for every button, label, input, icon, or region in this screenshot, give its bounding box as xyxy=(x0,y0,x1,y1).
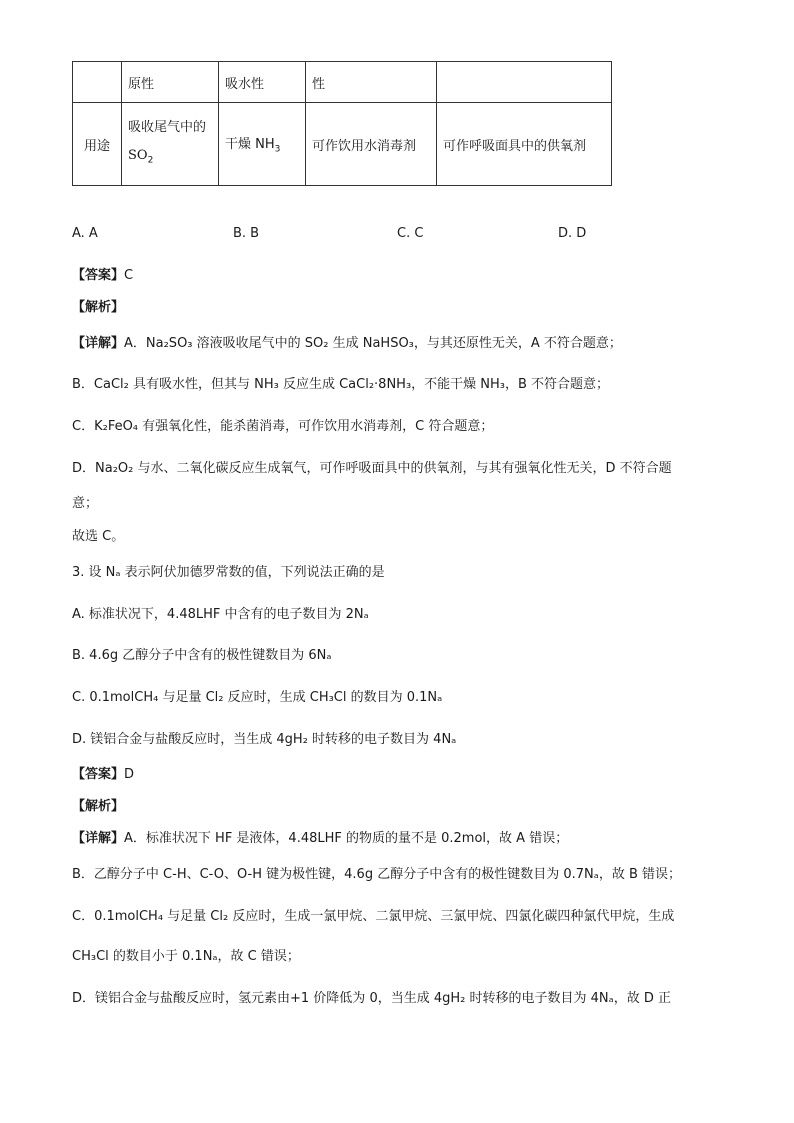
answer-line xyxy=(72,766,134,784)
detail-text: A．Na₂SO₃ 溶液吸收尾气中的 SO₂ 生成 NaHSO₃，与其还原性无关，A 不符合题意； xyxy=(124,336,622,351)
choice-c: C. 0.1molCH₄ 与足量 Cl₂ 反应时，生成 CH₃Cl 的数目为 0.1Nₐ xyxy=(72,690,443,705)
conclusion-line: 故选 C。 xyxy=(72,529,125,544)
table-cell xyxy=(219,103,306,186)
option-d: D. D xyxy=(558,226,587,241)
detail-text: A．标准状况下 HF 是液体，4.48LHF 的物质的量不是 0.2mol，故 A 错误； xyxy=(124,831,569,846)
choice-b: B. 4.6g 乙醇分子中含有的极性键数目为 6Nₐ xyxy=(72,648,332,663)
table-cell: 吸水性 xyxy=(219,62,306,103)
cell-text: 吸收尾气中的 xyxy=(128,119,207,135)
question-stem: 3. 设 Nₐ 表示阿伏加德罗常数的值，下列说法正确的是 xyxy=(72,565,385,580)
table-cell xyxy=(122,103,219,186)
detail-line: 意； xyxy=(72,496,99,511)
option-b: B. B xyxy=(233,226,260,241)
table-cell xyxy=(73,62,122,103)
table-cell xyxy=(437,62,612,103)
table-cell: 可作呼吸面具中的供氧剂 xyxy=(437,103,612,186)
table-cell: 可作饮用水消毒剂 xyxy=(306,103,437,186)
detail-line: CH₃Cl 的数目小于 0.1Nₐ，故 C 错误； xyxy=(72,949,300,964)
choice-a: A. 标准状况下，4.48LHF 中含有的电子数目为 2Nₐ xyxy=(72,607,369,622)
formula: SO xyxy=(128,147,148,163)
table-header-row xyxy=(73,62,612,103)
answer-label: 【答案】 xyxy=(72,767,125,782)
choice-d: D. 镁铝合金与盐酸反应时，当生成 4gH₂ 时转移的电子数目为 4Nₐ xyxy=(72,732,457,747)
answer-value: D xyxy=(124,767,135,782)
detail-label: 【详解】 xyxy=(72,831,125,846)
analysis-label: 【解析】 xyxy=(72,300,125,315)
properties-table xyxy=(72,61,612,186)
detail-line: D．镁铝合金与盐酸反应时，氢元素由+1 价降低为 0，当生成 4gH₂ 时转移的电子数目为 4Nₐ，故 D 正 xyxy=(72,991,671,1006)
table-cell: 原性 xyxy=(122,62,219,103)
option-a: A. A xyxy=(72,226,98,241)
answer-value: C xyxy=(124,268,134,283)
option-c: C. C xyxy=(397,226,424,241)
subscript: 3 xyxy=(274,144,281,155)
cell-text: 干燥 NH xyxy=(225,137,275,153)
table-row-uses xyxy=(73,103,612,186)
detail-label: 【详解】 xyxy=(72,336,125,351)
answer-label: 【答案】 xyxy=(72,268,125,283)
subscript: 2 xyxy=(147,155,154,166)
detail-line: C．K₂FeO₄ 有强氧化性，能杀菌消毒，可作饮用水消毒剂，C 符合题意； xyxy=(72,419,494,434)
detail-line: B．乙醇分子中 C-H、C-O、O-H 键为极性键，4.6g 乙醇分子中含有的极性键数目为 0.7Nₐ，故 B 错误； xyxy=(72,867,682,882)
detail-line xyxy=(72,830,568,848)
row-label: 用途 xyxy=(73,103,122,186)
table-cell: 性 xyxy=(306,62,437,103)
detail-line: C．0.1molCH₄ 与足量 Cl₂ 反应时，生成一氯甲烷、二氯甲烷、三氯甲烷、四氯化碳四种氯代甲烷，生成 xyxy=(72,909,675,924)
detail-line: B．CaCl₂ 具有吸水性，但其与 NH₃ 反应生成 CaCl₂·8NH₃，不能干燥 NH₃，B 不符合题意； xyxy=(72,377,610,392)
analysis-label: 【解析】 xyxy=(72,799,125,814)
detail-line xyxy=(72,335,622,353)
detail-line: D．Na₂O₂ 与水、二氧化碳反应生成氧气，可作呼吸面具中的供氧剂，与其有强氧化性无关，D 不符合题 xyxy=(72,461,672,476)
answer-line xyxy=(72,267,133,285)
